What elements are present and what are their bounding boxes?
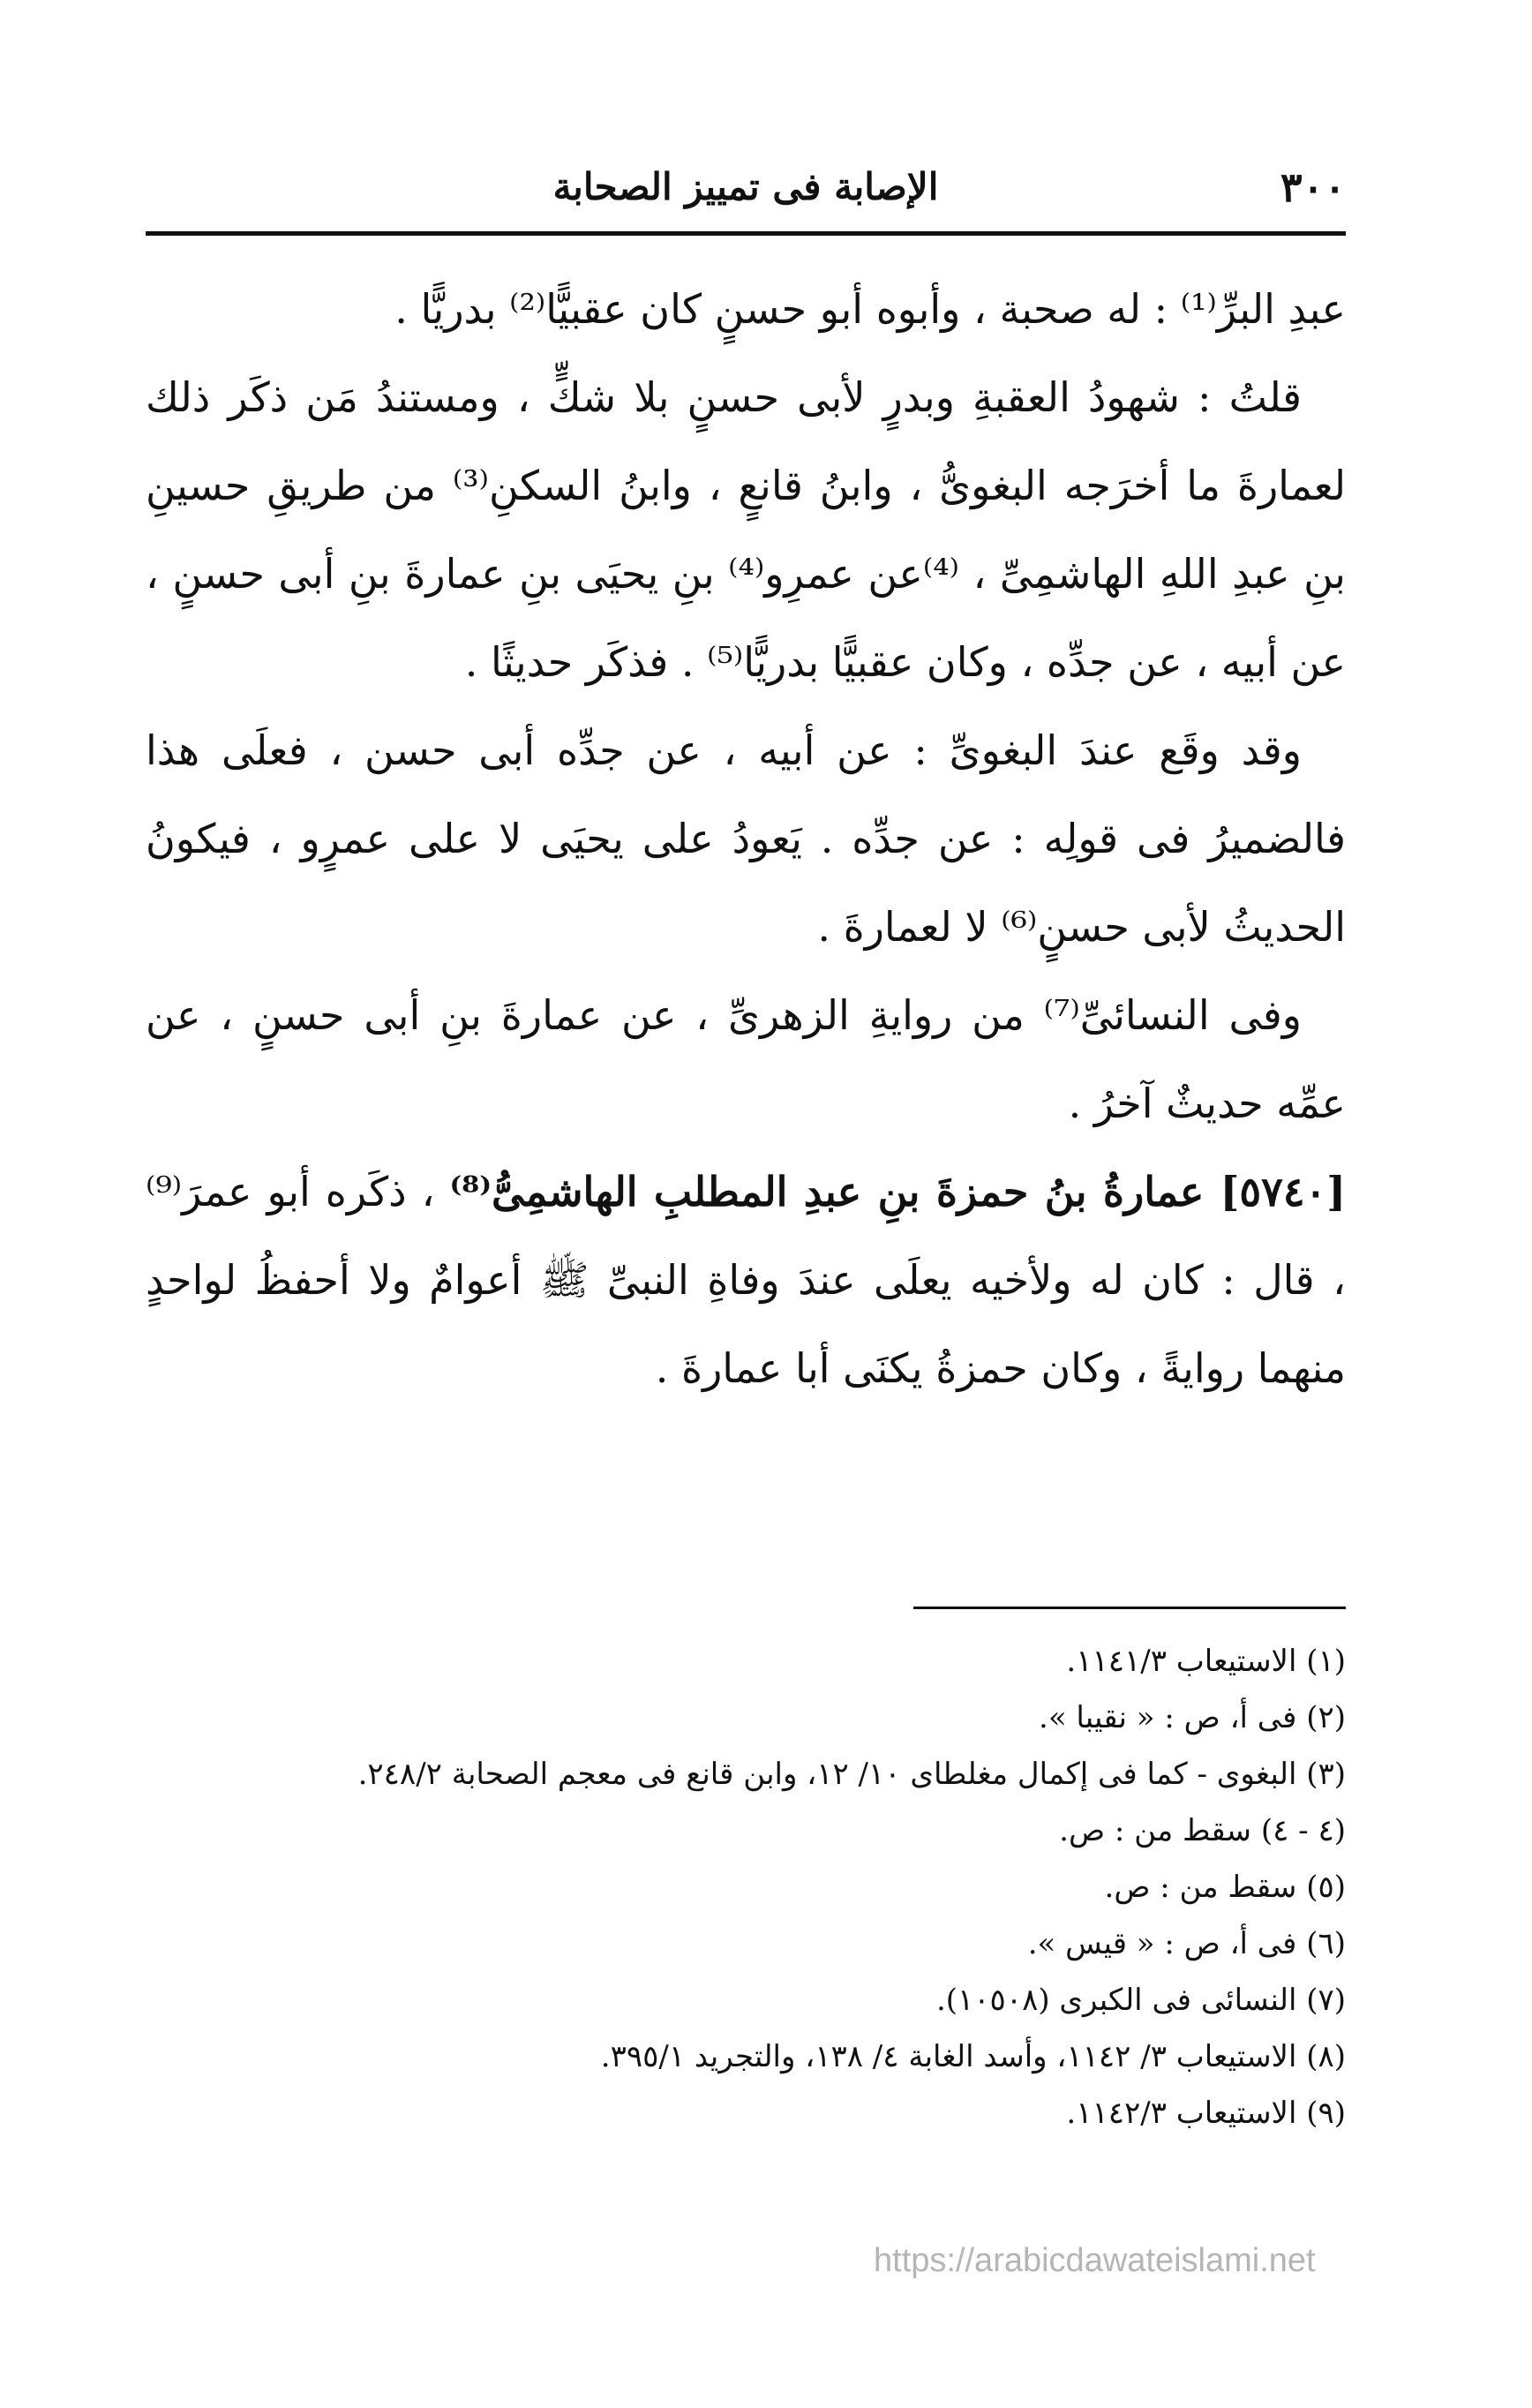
watermark-url: https://arabicdawateislami.net [874,2242,1316,2279]
paragraph-text: عبدِ البرِّ⁽¹⁾ : له صحبة ، وأبوه أبو حسنٍ كان عقبيًّا⁽²⁾ بدريًّا . [394,285,1346,333]
footnote-1: (١) الاستيعاب ١١٤١/٣. [1066,1644,1346,1679]
paragraph-1 [146,265,1346,353]
footnote-5: (٥) سقط من : ص. [1104,1870,1346,1905]
entry-heading: [٥٧٤٠] عمارةُ بنُ حمزةَ بنِ عبدِ المطلبِ الهاشمِىُّ⁽⁸⁾ [449,1168,1346,1215]
page-header [146,163,1346,216]
footnote-7: (٧) النسائى فى الكبرى (١٠٥٠٨). [935,1983,1346,2018]
footnote-2: (٢) فى أ، ص : « نقيبا ». [1039,1700,1346,1735]
paragraph-3 [146,706,1346,971]
paragraph-2 [146,353,1346,706]
footnote-9: (٩) الاستيعاب ١١٤٢/٣. [1066,2096,1346,2131]
main-text [146,265,1346,1412]
footnote-8: (٨) الاستيعاب ٣/ ١١٤٢، وأسد الغابة ٤/ ١٣٨، والتجريد ٣٩٥/١. [600,2039,1346,2074]
footnote-rule [913,1607,1346,1609]
header-rule [146,231,1346,236]
paragraph-text: وفى النسائىِّ⁽⁷⁾ من روايةِ الزهرىِّ ، عن عمارةَ بنِ أبى حسنٍ ، عن عمِّه حديثٌ آخرُ . [146,991,1346,1127]
paragraph-text: وقد وقَع عندَ البغوىِّ : عن أبيه ، عن جدِّه أبى حسن ، فعلَى هذا فالضميرُ فى قولِه : عن جدِّه . يَعودُ على يحيَى لا على عمرٍو ، فيكونُ الحديثُ لأبى حسنٍ⁽⁶⁾ لا لعمارةَ . [146,726,1346,951]
paragraph-4 [146,971,1346,1148]
running-title: الإصابة فى تمييز الصحابة [552,165,939,208]
entry-text: ، ذكَره أبو عمرَ⁽⁹⁾ ، قال : كان له ولأخيه يعلَى عندَ وفاةِ النبىِّ ﷺ أعوامٌ ولا أحفظُ لواحدٍ منهما روايةً ، وكان حمزةُ يكنَى أبا عمارةَ . [146,1168,1346,1392]
footnote-3: (٣) البغوى - كما فى إكمال مغلطاى ١٠/ ١٢، وابن قانع فى معجم الصحابة ٢٤٨/٢. [357,1757,1346,1792]
page-number: ٣٠٠ [1280,163,1346,211]
entry-5740 [146,1148,1346,1412]
footnote-4: (٤ - ٤) سقط من : ص. [1059,1813,1346,1848]
footnotes [146,1633,1346,2141]
paragraph-text: قلتُ : شهودُ العقبةِ وبدرٍ لأبى حسنٍ بلا شكٍّ ، ومستندُ مَن ذكَر ذلك لعمارةَ ما أخرَجه البغوىُّ ، وابنُ قانعٍ ، وابنُ السكنِ⁽³⁾ من طريقِ حسينِ بنِ عبدِ اللهِ الهاشمِىِّ ، ⁽⁴⁾عن عمرِو⁽⁴⁾ بنِ يحيَى بنِ عمارةَ بنِ أبى حسنٍ ، عن أبيه ، عن جدِّه ، وكان عقبيًّا بدريًّا⁽⁵⁾ . فذكَر حديثًا . [146,373,1346,686]
footnote-6: (٦) فى أ، ص : « قيس ». [1027,1926,1346,1961]
